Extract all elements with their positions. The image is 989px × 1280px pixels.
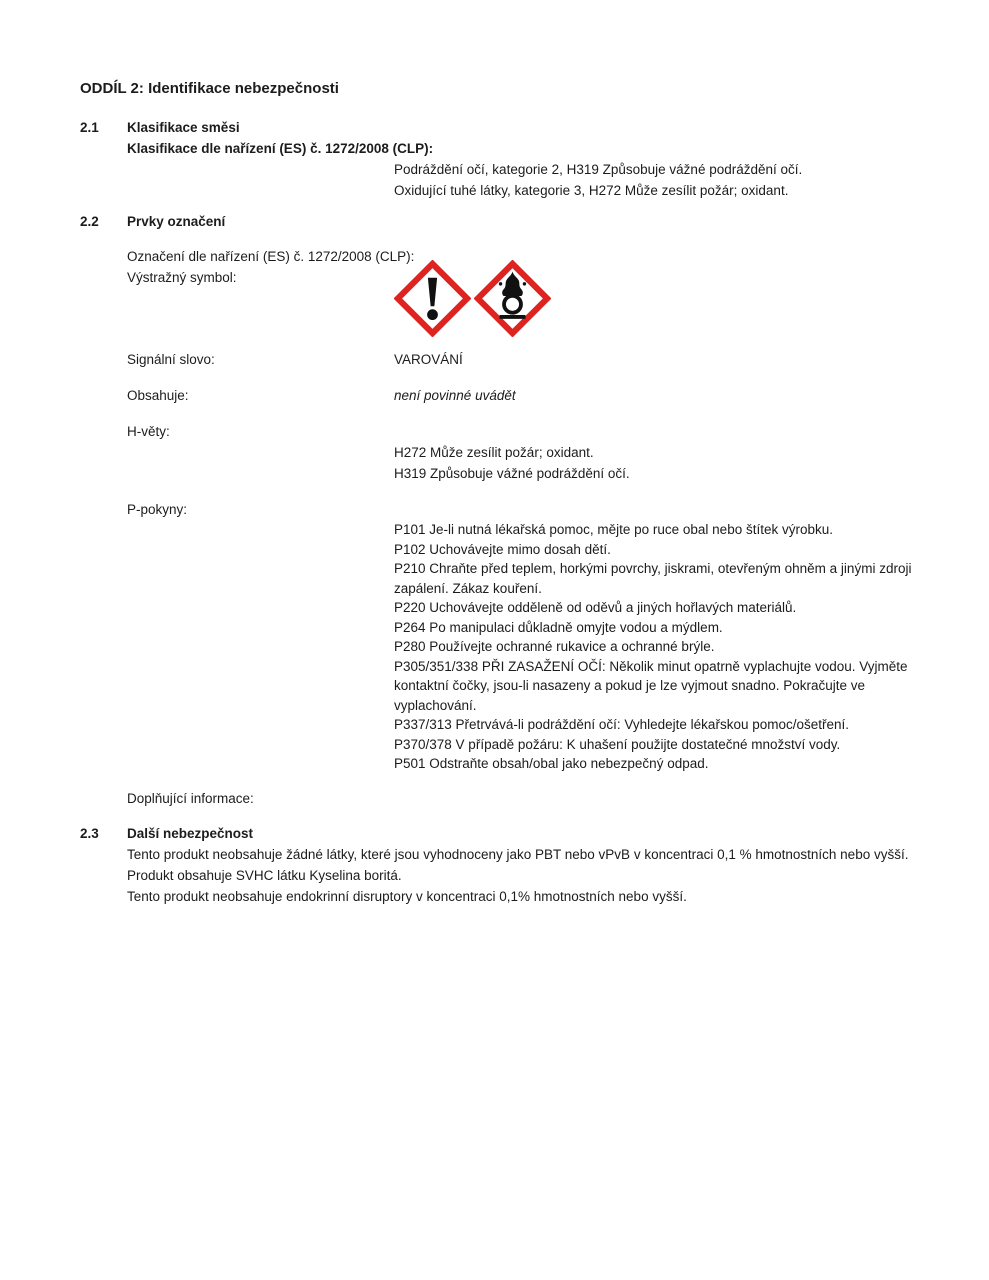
p-statement: P370/378 V případě požáru: K uhašení použijte dostatečné množství vody. [394,736,841,752]
classification-subtitle: Klasifikace dle nařízení (ES) č. 1272/2008 (CLP): [127,141,434,156]
h-statements-list [394,442,940,484]
h-statement: H319 Způsobuje vážné podráždění očí. [394,466,630,481]
p-statement: P220 Uchovávejte odděleně od oděvů a jiných hořlavých materiálů. [394,600,797,615]
contains-value: není povinné uvádět [394,388,516,403]
other-hazards-text: Tento produkt neobsahuje endokrinní disruptory v koncentraci 0,1% hmotnostních nebo vyšší. [127,888,687,904]
contains-label: Obsahuje: [127,388,189,403]
classification-item: Oxidující tuhé látky, kategorie 3, H272 Může zesílit požár; oxidant. [394,183,789,198]
additional-info-label: Doplňující informace: [127,790,254,806]
ghs-pictograms [394,260,551,337]
p-statements-list [394,520,940,774]
p-statement: P501 Odstraňte obsah/obal jako nebezpečný odpad. [394,756,709,771]
p-statement: P264 Po manipulaci důkladně omyjte vodou a mýdlem. [394,619,723,635]
section-2-2-title-row [80,211,989,232]
p-statements-label: P-pokyny: [127,502,188,517]
signal-word-row [80,349,989,370]
p-statement: P337/313 Přetrvává-li podráždění očí: Vyhledejte lékařskou pomoc/ošetření. [394,717,850,732]
p-statement: P102 Uchovávejte mimo dosah dětí. [394,541,611,557]
p-statements-label-row [80,499,989,520]
p-statement: P210 Chraňte před teplem, horkými povrchy, jiskrami, otevřeným ohněm a jinými zdroji zapálení. Zákaz kouření. [394,561,912,596]
h-statement: H272 Může zesílit požár; oxidant. [394,445,594,460]
other-hazards-text: Tento produkt neobsahuje žádné látky, které jsou vyhodnoceny jako PBT nebo vPvB v koncentraci 0,1 % hmotnostních nebo vyšší. [127,846,909,862]
section-2-1-title-row [80,117,989,138]
p-statement: P101 Je-li nutná lékařská pomoc, mějte po ruce obal nebo štítek výrobku. [394,522,833,537]
other-hazards-line [80,886,989,907]
section-number: 2.3 [80,825,99,841]
warning-symbol-row [80,267,989,337]
additional-info-row [80,788,989,809]
classification-item: Podráždění očí, kategorie 2, H319 Způsobuje vážné podráždění očí. [394,162,803,177]
section-title: Další nebezpečnost [127,825,254,841]
section-2-3-title-row [80,823,989,844]
signal-word-value: VAROVÁNÍ [394,352,463,367]
warning-symbol-label: Výstražný symbol: [127,270,237,285]
h-statements-label-row [80,421,989,442]
labeling-line: Označení dle nařízení (ES) č. 1272/2008 (CLP): [127,249,415,264]
contains-row [80,385,989,406]
p-statement: P305/351/338 PŘI ZASAŽENÍ OČÍ: Několik minut opatrně vyplachujte vodou. Vyjměte kontaktní čočky, jsou-li nasazeny a pokud je lze vyjmout snadno. Pokračujte ve vyplachování. [394,658,908,713]
section-heading: ODDÍL 2: Identifikace nebezpečnosti [80,80,339,97]
section-title: Prvky označení [127,214,226,229]
classification-subtitle-row [80,138,989,159]
p-statement: P280 Používejte ochranné rukavice a ochranné brýle. [394,639,715,654]
other-hazards-text: Produkt obsahuje SVHC látku Kyselina boritá. [127,867,402,883]
ghs03-oxidizer-icon [474,260,551,337]
other-hazards-line [80,865,989,886]
classification-list [394,159,940,201]
section-number: 2.1 [80,120,99,135]
signal-word-label: Signální slovo: [127,352,215,367]
ghs07-exclamation-icon [394,260,471,337]
h-statements-label: H-věty: [127,424,170,439]
section-number: 2.2 [80,214,99,229]
other-hazards-line [80,844,989,865]
section-title: Klasifikace směsi [127,120,240,135]
